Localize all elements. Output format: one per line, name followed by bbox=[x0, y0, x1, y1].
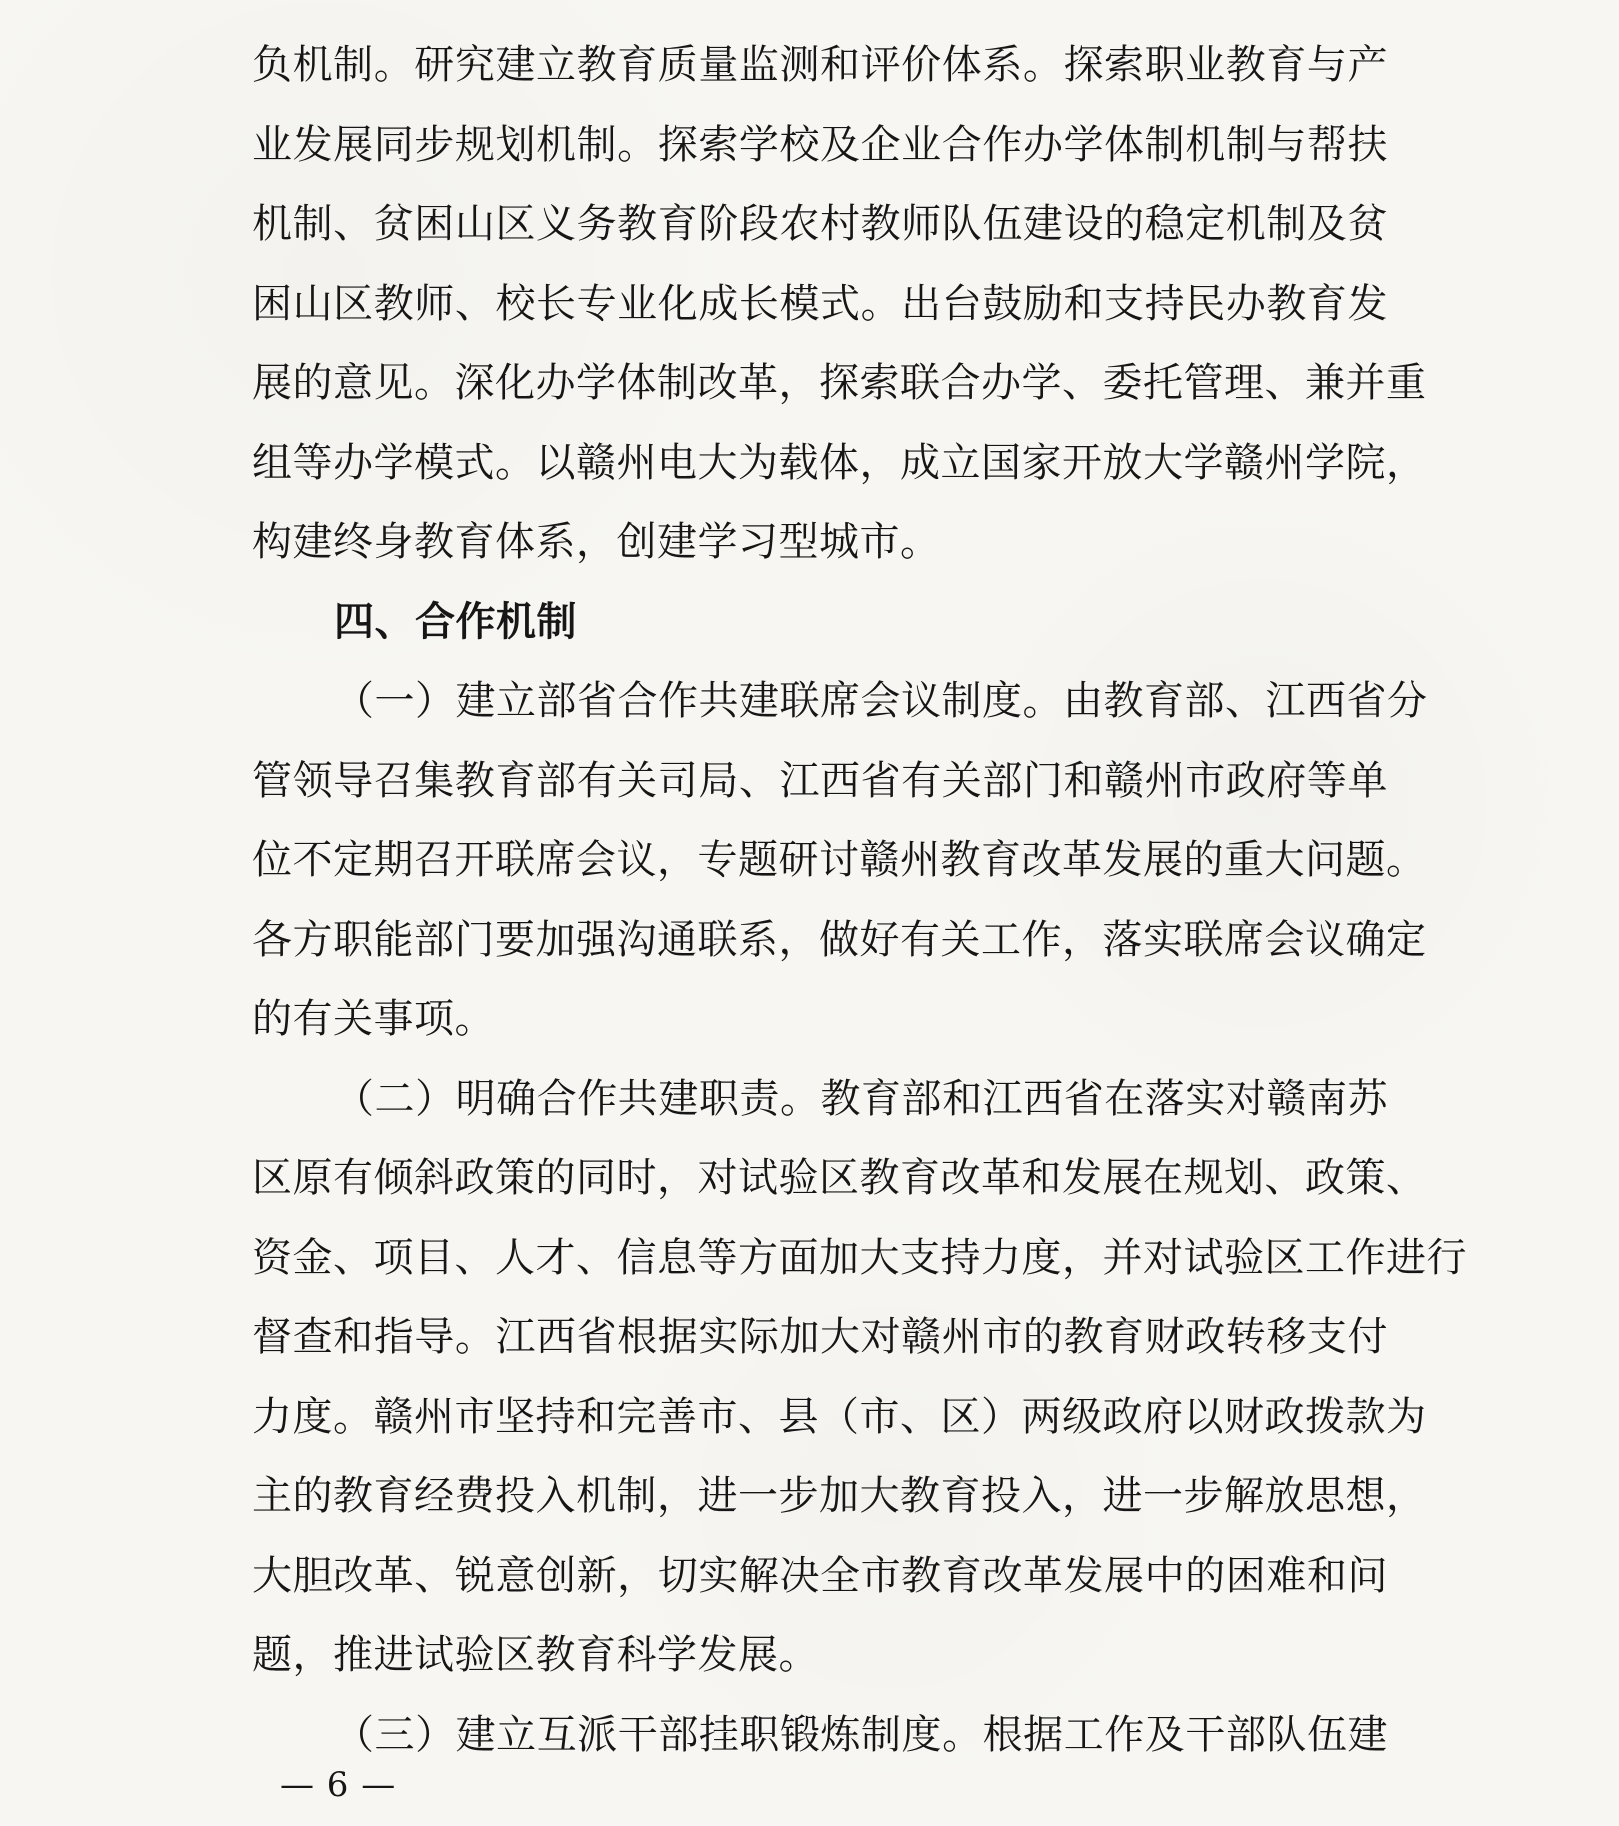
text-line-13 bbox=[252, 980, 1388, 1060]
section-heading-text: 四、合作机制 bbox=[334, 598, 577, 645]
text-line-4-content: 困山区教师、校长专业化成长模式。出台鼓励和支持民办教育发 bbox=[252, 280, 1388, 327]
text-line-12-content: 各方职能部门要加强沟通联系，做好有关工作，落实联席会议确定 bbox=[252, 916, 1427, 963]
text-line-7 bbox=[252, 503, 1388, 583]
page-number: — 6 — bbox=[280, 1765, 397, 1805]
text-line-5-content: 展的意见。深化办学体制改革，探索联合办学、委托管理、兼并重 bbox=[252, 360, 1427, 406]
text-line-2 bbox=[252, 106, 1388, 186]
text-line-18-content: 力度。赣州市坚持和完善市、县（市、区）两级政府以财政拨款为 bbox=[252, 1393, 1427, 1440]
document-body bbox=[252, 26, 1467, 1775]
text-line-21 bbox=[252, 1616, 1388, 1696]
section-heading bbox=[252, 583, 1388, 663]
text-line-19-content: 主的教育经费投入机制，进一步加大教育投入，进一步解放思想， bbox=[252, 1473, 1427, 1519]
text-line-10 bbox=[252, 742, 1388, 822]
text-line-21-content: 题，推进试验区教育科学发展。 bbox=[252, 1632, 819, 1678]
text-line-20-content: 大胆改革、锐意创新，切实解决全市教育改革发展中的困难和问 bbox=[252, 1552, 1388, 1599]
text-line-4 bbox=[252, 265, 1388, 345]
text-line-16-content: 资金、项目、人才、信息等方面加大支持力度，并对试验区工作进行 bbox=[252, 1234, 1467, 1281]
text-line-3 bbox=[252, 185, 1388, 265]
text-line-9-content: （一）建立部省合作共建联席会议制度。由教育部、江西省分 bbox=[334, 678, 1428, 724]
text-line-12 bbox=[252, 901, 1427, 981]
text-line-14-content: （二）明确合作共建职责。教育部和江西省在落实对赣南苏 bbox=[334, 1075, 1388, 1122]
text-line-10-content: 管领导召集教育部有关司局、江西省有关部门和赣州市政府等单 bbox=[252, 757, 1388, 804]
text-line-9 bbox=[252, 662, 1428, 742]
text-line-15-content: 区原有倾斜政策的同时，对试验区教育改革和发展在规划、政策、 bbox=[252, 1155, 1427, 1201]
text-line-6-content: 组等办学模式。以赣州电大为载体，成立国家开放大学赣州学院， bbox=[252, 439, 1427, 486]
text-line-3-content: 机制、贫困山区义务教育阶段农村教师队伍建设的稳定机制及贫 bbox=[252, 201, 1388, 247]
text-line-1-content: 负机制。研究建立教育质量监测和评价体系。探索职业教育与产 bbox=[252, 42, 1388, 88]
text-line-7-content: 构建终身教育体系，创建学习型城市。 bbox=[252, 519, 941, 565]
text-line-17-content: 督查和指导。江西省根据实际加大对赣州市的教育财政转移支付 bbox=[252, 1314, 1388, 1360]
text-line-17 bbox=[252, 1298, 1388, 1378]
text-line-13-content: 的有关事项。 bbox=[252, 996, 495, 1042]
text-line-18 bbox=[252, 1378, 1427, 1458]
text-line-16 bbox=[252, 1219, 1467, 1299]
text-line-14 bbox=[252, 1060, 1388, 1140]
text-line-20 bbox=[252, 1537, 1388, 1617]
text-line-11-content: 位不定期召开联席会议，专题研讨赣州教育改革发展的重大问题。 bbox=[252, 837, 1427, 883]
text-line-2-content: 业发展同步规划机制。探索学校及企业合作办学体制机制与帮扶 bbox=[252, 121, 1388, 168]
text-line-1 bbox=[252, 26, 1388, 106]
text-line-6 bbox=[252, 424, 1427, 504]
text-line-11 bbox=[252, 821, 1427, 901]
text-line-15 bbox=[252, 1139, 1427, 1219]
text-line-5 bbox=[252, 344, 1427, 424]
text-line-22-content: （三）建立互派干部挂职锻炼制度。根据工作及干部队伍建 bbox=[334, 1711, 1388, 1758]
text-line-22 bbox=[252, 1696, 1388, 1776]
text-line-19 bbox=[252, 1457, 1427, 1537]
